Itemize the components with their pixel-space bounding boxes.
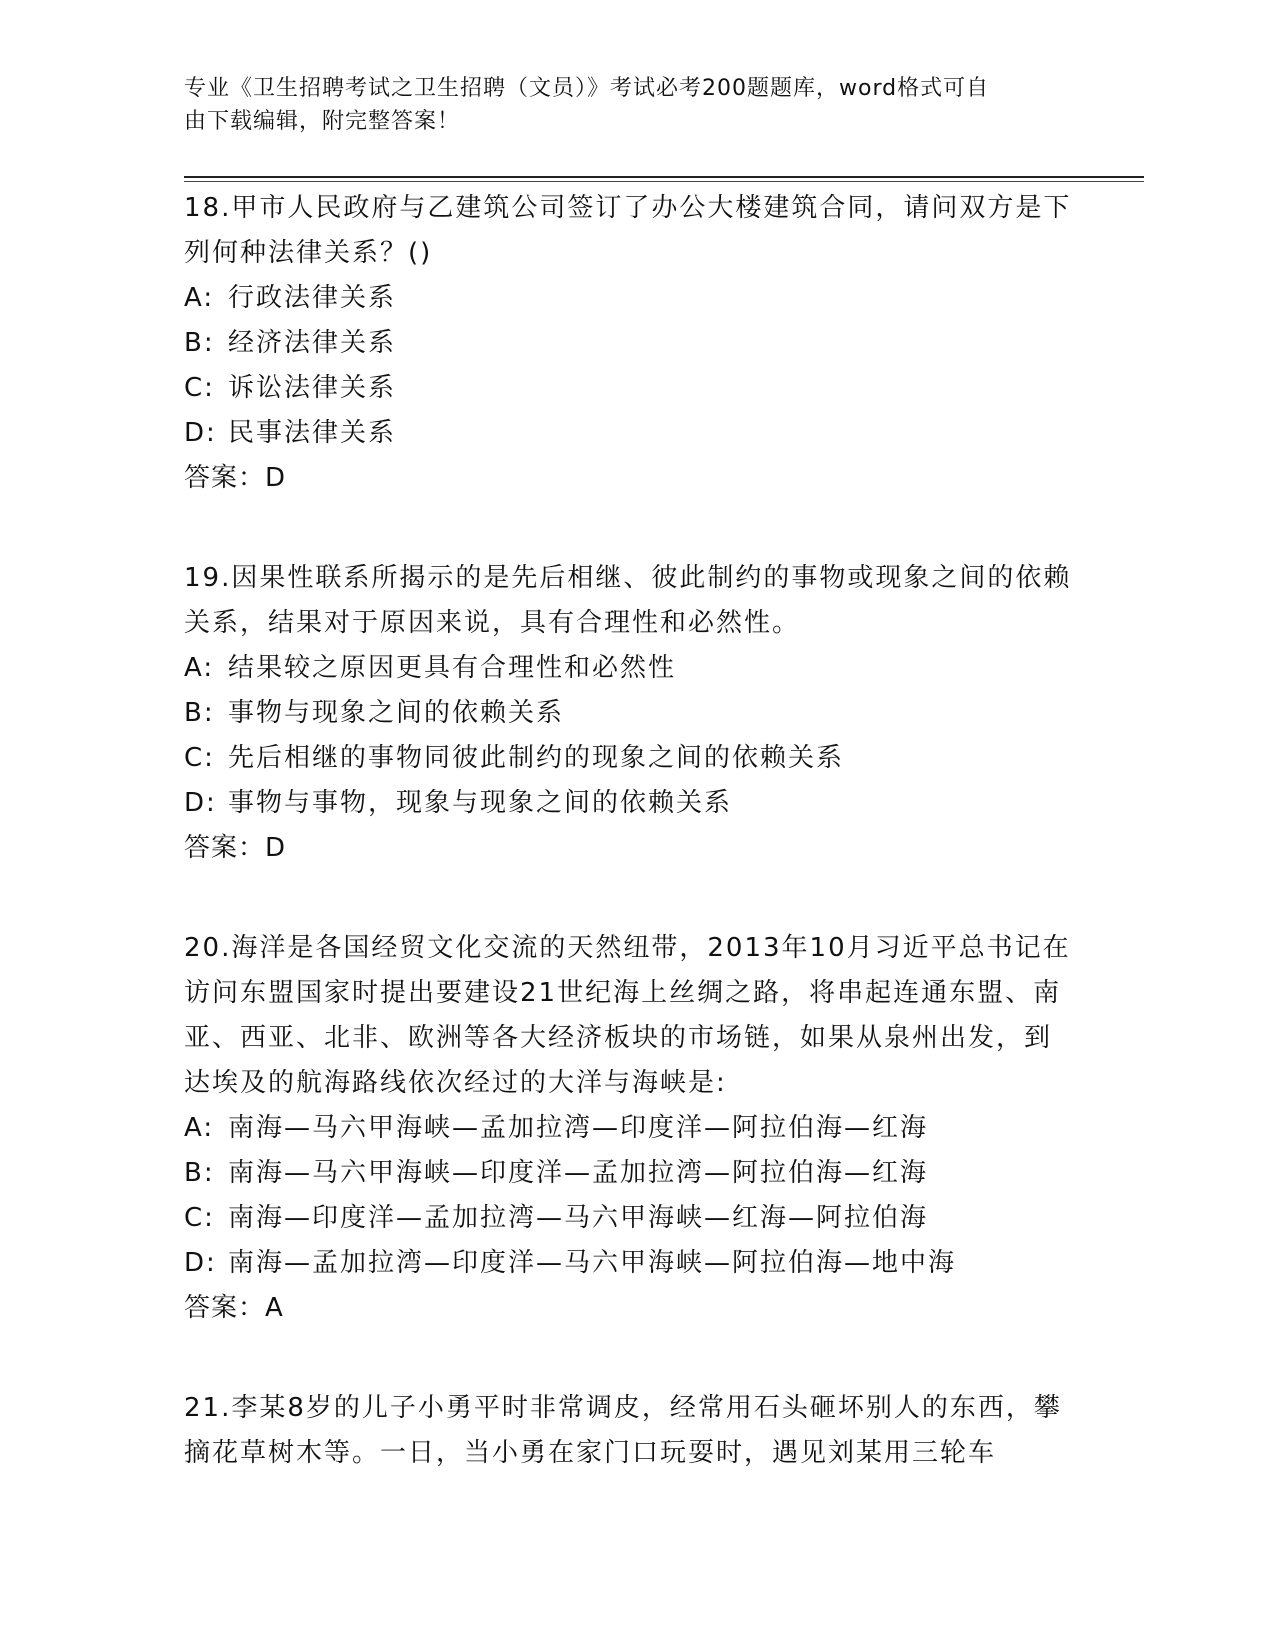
header-divider-thin	[184, 181, 1144, 182]
option-text: 行政法律关系	[228, 283, 397, 313]
option-text: 诉讼法律关系	[228, 373, 397, 403]
answer-line: 答案：D	[184, 833, 287, 863]
option-text: 先后相继的事物同彼此制约的现象之间的依赖关系	[228, 743, 845, 773]
question-number: 20.	[184, 933, 232, 963]
option-b	[184, 691, 1074, 736]
option-text: 事物与现象之间的依赖关系	[228, 698, 565, 728]
option-letter: C:	[184, 373, 215, 403]
question-20	[184, 926, 1074, 1331]
option-c	[184, 366, 1074, 411]
option-b	[184, 1151, 1074, 1196]
option-d	[184, 1241, 1074, 1286]
option-c	[184, 1196, 1074, 1241]
option-c	[184, 736, 1074, 781]
option-text: 事物与事物，现象与现象之间的依赖关系	[228, 788, 733, 818]
question-text	[184, 1386, 1074, 1476]
option-a	[184, 276, 1074, 321]
option-text: 南海—马六甲海峡—印度洋—孟加拉湾—阿拉伯海—红海	[228, 1158, 929, 1188]
header-divider-thick	[184, 176, 1144, 178]
question-body: 甲市人民政府与乙建筑公司签订了办公大楼建筑合同，请问双方是下列何种法律关系？()	[184, 193, 1072, 268]
option-text: 南海—孟加拉湾—印度洋—马六甲海峡—阿拉伯海—地中海	[228, 1248, 957, 1278]
question-number: 21.	[184, 1393, 232, 1423]
option-text: 民事法律关系	[228, 418, 397, 448]
question-body: 海洋是各国经贸文化交流的天然纽带，2013年10月习近平总书记在访问东盟国家时提出要建设21世纪海上丝绸之路，将串起连通东盟、南亚、西亚、北非、欧洲等各大经济板块的市场链，如果从泉州出发，到达埃及的航海路线依次经过的大洋与海峡是:	[184, 933, 1071, 1098]
answer-line: 答案：D	[184, 463, 287, 493]
option-text: 结果较之原因更具有合理性和必然性	[228, 653, 677, 683]
option-letter: D:	[184, 788, 217, 818]
option-a	[184, 1106, 1074, 1151]
option-letter: B:	[184, 698, 215, 728]
question-number: 18.	[184, 193, 232, 223]
question-text	[184, 926, 1074, 1106]
question-body: 因果性联系所揭示的是先后相继、彼此制约的事物或现象之间的依赖关系，结果对于原因来说，具有合理性和必然性。	[184, 563, 1072, 638]
option-text: 南海—马六甲海峡—孟加拉湾—印度洋—阿拉伯海—红海	[228, 1113, 929, 1143]
option-letter: C:	[184, 743, 215, 773]
option-letter: C:	[184, 1203, 215, 1233]
option-letter: D:	[184, 418, 217, 448]
header-line-2: 由下载编辑，附完整答案！	[184, 109, 461, 134]
question-list	[184, 186, 1074, 1531]
question-21	[184, 1386, 1074, 1476]
option-d	[184, 411, 1074, 456]
option-d	[184, 781, 1074, 826]
option-a	[184, 646, 1074, 691]
answer-line: 答案：A	[184, 1293, 284, 1323]
question-19	[184, 556, 1074, 871]
header-line-1: 专业《卫生招聘考试之卫生招聘（文员）》考试必考200题题库，word格式可自	[184, 76, 990, 101]
option-text: 南海—印度洋—孟加拉湾—马六甲海峡—红海—阿拉伯海	[228, 1203, 929, 1233]
option-letter: B:	[184, 328, 215, 358]
option-letter: A:	[184, 283, 215, 313]
question-text	[184, 186, 1074, 276]
option-text: 经济法律关系	[228, 328, 397, 358]
document-header	[184, 72, 1064, 138]
option-letter: A:	[184, 1113, 215, 1143]
option-letter: B:	[184, 1158, 215, 1188]
question-number: 19.	[184, 563, 232, 593]
question-18	[184, 186, 1074, 501]
option-letter: D:	[184, 1248, 217, 1278]
question-text	[184, 556, 1074, 646]
question-body: 李某8岁的儿子小勇平时非常调皮，经常用石头砸坏别人的东西，攀摘花草树木等。一日，当小勇在家门口玩耍时，遇见刘某用三轮车	[184, 1393, 1062, 1468]
option-letter: A:	[184, 653, 215, 683]
option-b	[184, 321, 1074, 366]
